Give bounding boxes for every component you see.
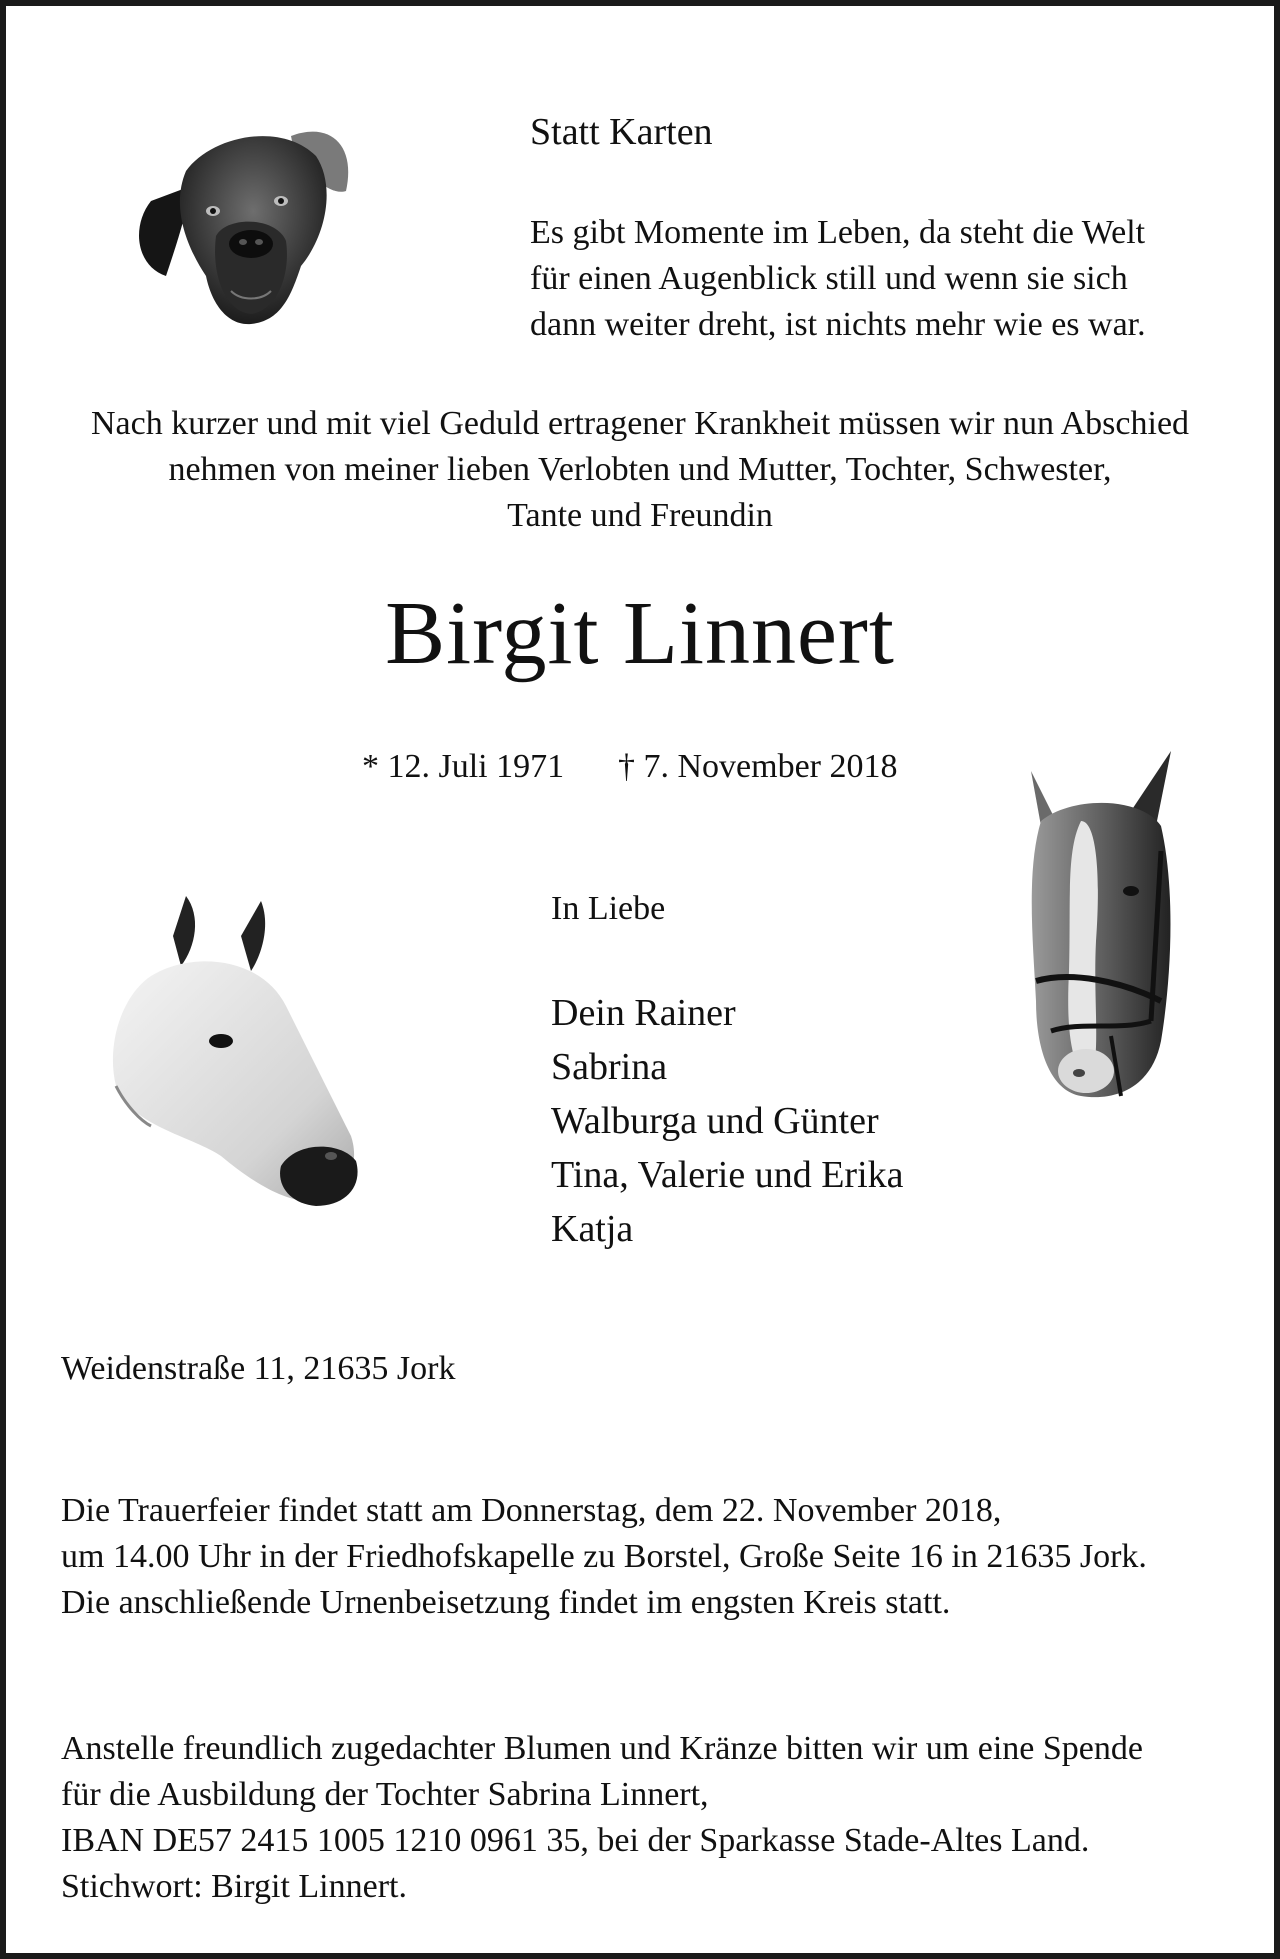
death-date: † 7. November 2018 — [618, 748, 898, 785]
mourner-name: Sabrina — [551, 1046, 668, 1088]
mourner-name: Tina, Valerie und Erika — [551, 1154, 904, 1196]
brown-horse-portrait-image — [1011, 751, 1186, 1106]
funeral-info — [61, 1488, 1147, 1626]
birth-date: * 12. Juli 1971 — [362, 748, 565, 785]
donation-line: IBAN DE57 2415 1005 1210 0961 35, bei der Sparkasse Stade-Altes Land. — [61, 1822, 1090, 1859]
motto-line: Es gibt Momente im Leben, da steht die Welt — [530, 214, 1146, 251]
mourner-name: Katja — [551, 1208, 634, 1250]
donation-line: für die Ausbildung der Tochter Sabrina Linnert, — [61, 1776, 709, 1813]
statt-karten-heading: Statt Karten — [530, 111, 713, 153]
mourner-name: Dein Rainer — [551, 992, 736, 1034]
address: Weidenstraße 11, 21635 Jork — [61, 1350, 456, 1387]
white-horse-portrait-image — [111, 896, 361, 1226]
mourners-list — [551, 986, 904, 1256]
intro-text — [6, 401, 1274, 539]
dog-portrait-image — [131, 116, 361, 331]
donation-line: Stichwort: Birgit Linnert. — [61, 1868, 407, 1905]
donation-line: Anstelle freundlich zugedachter Blumen und Kränze bitten wir um eine Spende — [61, 1730, 1143, 1767]
intro-line: Nach kurzer und mit viel Geduld ertragener Krankheit müssen wir nun Abschied — [90, 405, 1190, 442]
deceased-name: Birgit Linnert — [385, 584, 895, 683]
motto-line: für einen Augenblick still und wenn sie sich — [530, 260, 1128, 297]
in-liebe-heading: In Liebe — [551, 890, 666, 927]
funeral-line: um 14.00 Uhr in der Friedhofskapelle zu Borstel, Große Seite 16 in 21635 Jork. — [61, 1538, 1147, 1575]
motto-line: dann weiter dreht, ist nichts mehr wie es war. — [530, 306, 1146, 343]
intro-line: Tante und Freundin — [507, 497, 773, 534]
donation-info — [61, 1726, 1143, 1910]
funeral-line: Die Trauerfeier findet statt am Donnerstag, dem 22. November 2018, — [61, 1492, 1002, 1529]
motto-quote — [530, 210, 1146, 348]
mourner-name: Walburga und Günter — [551, 1100, 879, 1142]
funeral-line: Die anschließende Urnenbeisetzung findet im engsten Kreis statt. — [61, 1584, 951, 1621]
intro-line: nehmen von meiner lieben Verlobten und Mutter, Tochter, Schwester, — [168, 451, 1112, 488]
